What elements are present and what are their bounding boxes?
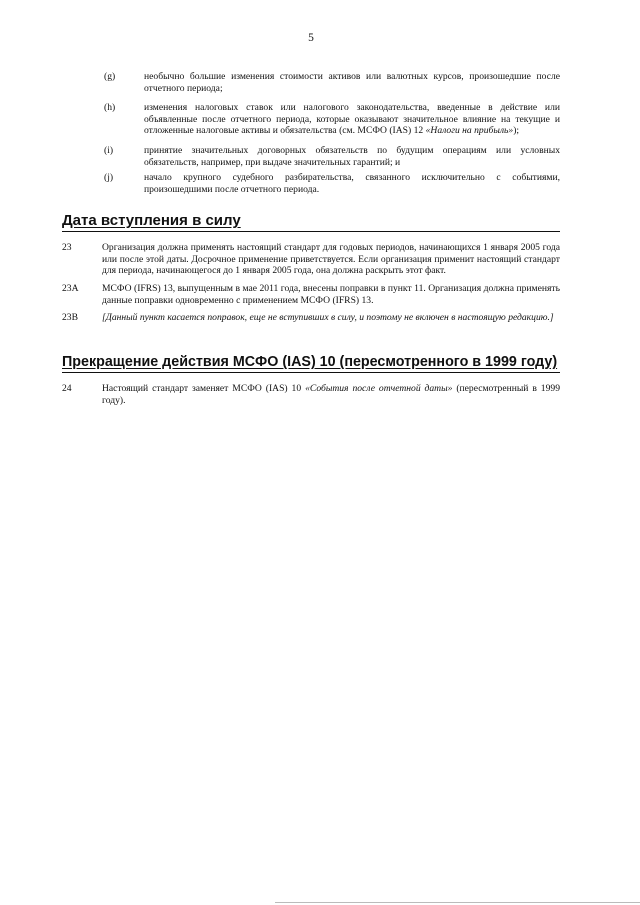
paragraph-23a (62, 283, 560, 306)
list-marker: (j) (104, 172, 114, 183)
cited-standard-title: «События после отчетной даты» (305, 383, 453, 394)
list-marker: (g) (104, 71, 116, 82)
section-heading-effective-date: Дата вступления в силу (62, 212, 560, 232)
list-item-i (104, 145, 560, 168)
paragraph-23 (62, 242, 560, 277)
paragraph-24 (62, 383, 560, 406)
page-number: 5 (308, 32, 314, 44)
paragraph-text: Организация должна применять настоящий стандарт для годовых периодов, начинающихся 1 января 2005 года или после этой даты. Досрочное применение приветствуется. Если организация применит настоящий стандарт для периода, начинающегося до 1 января 2005 года, она должна раскрыть этот факт. (102, 242, 560, 277)
list-marker: (i) (104, 145, 114, 156)
paragraph-number: 23A (62, 283, 79, 294)
paragraph-text: Настоящий стандарт заменяет МСФО (IAS) 10 «События после отчетной даты» (пересмотренный в 1999 году). (102, 383, 560, 406)
list-item-text: изменения налоговых ставок или налогового законодательства, введенные в действие или объявленные после отчетного периода, которые оказывают значительное влияние на текущие и отложенные налоговые активы и обязательства (см. МСФО (IAS) 12 «Налоги на прибыль»); (144, 102, 560, 137)
bottom-edge-rule (275, 902, 640, 903)
paragraph-number: 23B (62, 312, 78, 323)
cited-standard-title: «Налоги на прибыль» (425, 125, 514, 137)
list-item-h (104, 102, 560, 137)
paragraph-number: 24 (62, 383, 72, 394)
list-item-text: начало крупного судебного разбирательства, связанного исключительно с событиями, произошедшими после отчетного периода. (144, 172, 560, 195)
paragraph-text: [Данный пункт касается поправок, еще не вступивших в силу, и поэтому не включен в настоящую редакцию.] (102, 312, 554, 323)
list-marker: (h) (104, 102, 116, 113)
list-item-text: принятие значительных договорных обязательств по будущим операциям или условных обязательств, например, при выдаче значительных гарантий; и (144, 145, 560, 168)
paragraph-23b (62, 312, 560, 324)
list-item-j (104, 172, 560, 195)
paragraph-number: 23 (62, 242, 72, 253)
section-heading-withdrawal: Прекращение действия МСФО (IAS) 10 (пересмотренного в 1999 году) (62, 353, 560, 373)
paragraph-text: МСФО (IFRS) 13, выпущенным в мае 2011 года, внесены поправки в пункт 11. Организация должна применять данные поправки одновременно с применением МСФО (IFRS) 13. (102, 283, 560, 306)
list-item-g (104, 71, 560, 94)
list-item-text: необычно большие изменения стоимости активов или валютных курсов, произошедшие после отчетного периода; (144, 71, 560, 94)
